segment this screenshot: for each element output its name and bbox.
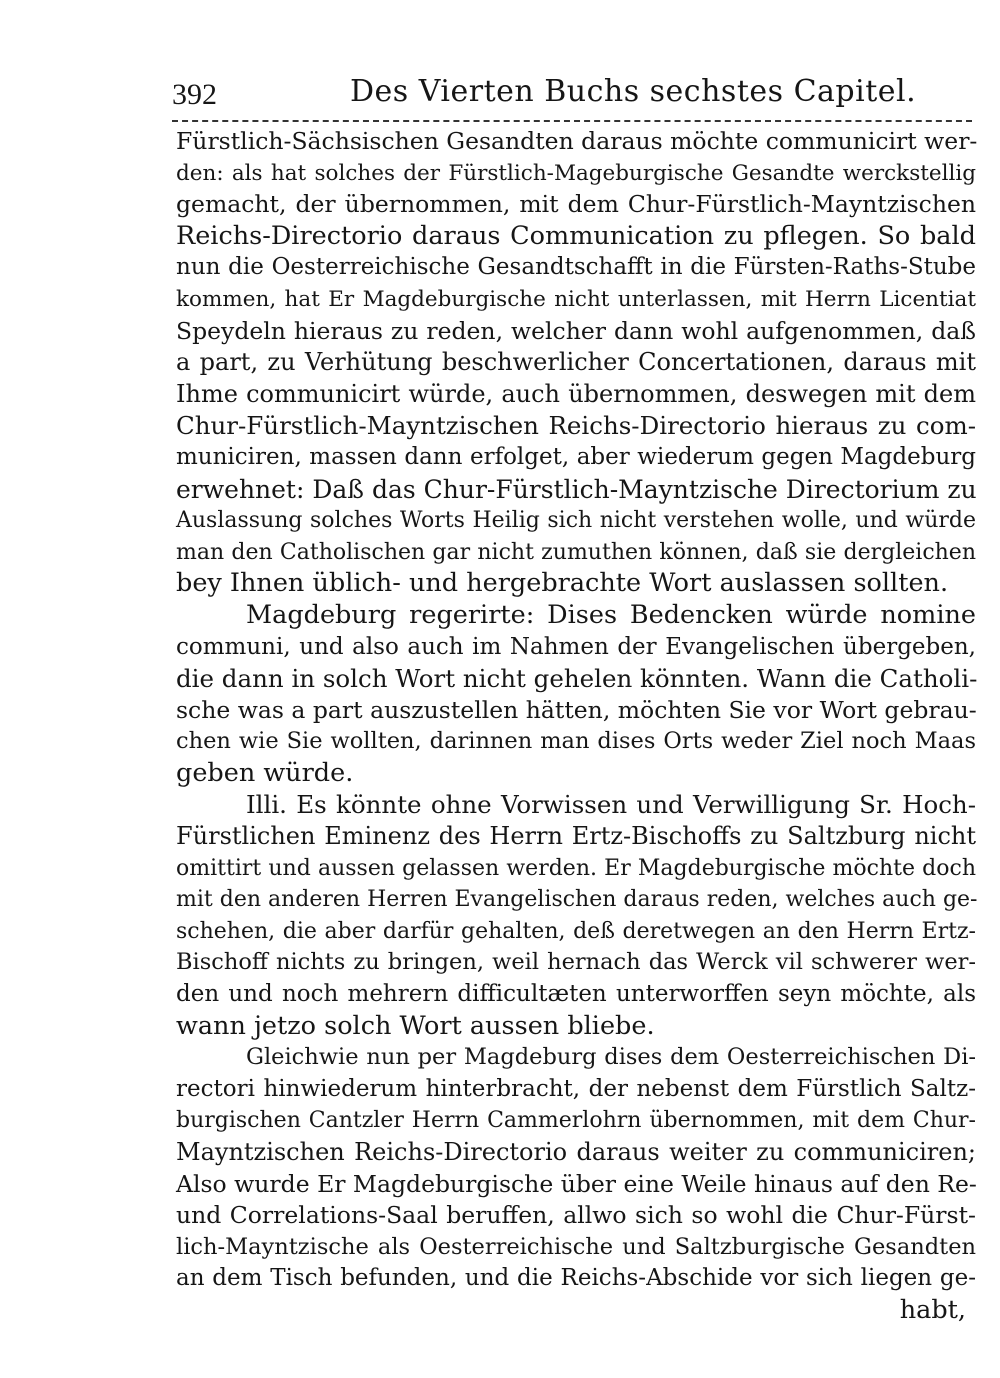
page-header	[172, 72, 972, 116]
catchword: habt,	[899, 1294, 966, 1325]
paragraph-end-line: geben würde.	[176, 757, 354, 788]
header-rule	[172, 120, 972, 122]
text-line: omittirt und aussen gelassen werden. Er Magdeburgische möchte doch	[176, 855, 976, 881]
text-line: Also wurde Er Magdeburgische über eine Weile hinaus auf den Re-	[176, 1169, 977, 1198]
text-line: a part, zu Verhütung beschwerlicher Concertationen, daraus mit	[176, 348, 976, 377]
text-line: chen wie Sie wollten, darinnen man dises Orts weder Ziel noch Maas	[176, 728, 976, 755]
text-line: mit den anderen Herren Evangelischen daraus reden, welches auch ge-	[176, 887, 978, 913]
text-line: Ihme communicirt würde, auch übernommen, deswegen mit dem	[176, 379, 976, 408]
text-line: kommen, hat Er Magdeburgische nicht unterlassen, mit Herrn Licentiat	[176, 286, 976, 312]
text-line: Bischoff nichts zu bringen, weil hernach das Werck vil schwerer wer-	[176, 949, 976, 976]
text-line: lich-Mayntzische als Oesterreichische und Saltzburgische Gesandten	[176, 1233, 976, 1260]
text-line: Speydeln hieraus zu reden, welcher dann wohl aufgenommen, daß	[176, 316, 976, 345]
text-line: gemacht, der übernommen, mit dem Chur-Fürstlich-Mayntzischen	[176, 190, 976, 219]
text-line: Fürstlich-Sächsischen Gesandten daraus möchte communicirt wer-	[176, 127, 978, 155]
text-line: sche was a part auszustellen hätten, möchten Sie vor Wort gebrau-	[176, 695, 977, 724]
running-title: Des Vierten Buchs sechstes Capitel.	[350, 74, 917, 109]
page-number: 392	[172, 78, 217, 111]
text-line: Chur-Fürstlich-Mayntzischen Reichs-Directorio hieraus zu com-	[176, 411, 976, 441]
text-line: burgischen Cantzler Herrn Cammerlohrn übernommen, mit dem Chur-	[176, 1108, 976, 1134]
text-line: Auslassung solches Worts Heilig sich nicht verstehen wolle, und würde	[176, 508, 976, 534]
text-line: Reichs-Directorio daraus Communication zu pflegen. So bald	[176, 220, 976, 251]
text-line: communi, und also auch im Nahmen der Evangelischen übergeben,	[176, 633, 976, 660]
text-line: municiren, massen dann erfolget, aber wiederum gegen Magdeburg	[176, 443, 976, 470]
text-line: Fürstlichen Eminenz des Herrn Ertz-Bischoffs zu Saltzburg nicht	[176, 822, 976, 851]
text-line: nun die Oesterreichische Gesandtschafft in die Fürsten-Raths-Stube	[176, 254, 976, 281]
paragraph-end-line: bey Ihnen üblich- und hergebrachte Wort auslassen sollten.	[176, 568, 949, 599]
text-line: Mayntzischen Reichs-Directorio daraus weiter zu communiciren;	[176, 1138, 976, 1166]
body-text	[176, 126, 976, 1327]
text-line: die dann in solch Wort nicht gehelen könnten. Wann die Catholi-	[176, 664, 978, 694]
text-line: man den Catholischen gar nicht zumuthen können, daß sie dergleichen	[176, 539, 976, 565]
text-line: schehen, die aber darfür gehalten, deß deretwegen an den Herrn Ertz-	[176, 918, 976, 944]
text-line: rectori hinwiederum hinterbracht, der nebenst dem Fürstlich Saltz-	[176, 1075, 976, 1102]
text-line: erwehnet: Daß das Chur-Fürstlich-Mayntzische Directorium zu	[176, 474, 977, 504]
text-line: an dem Tisch befunden, und die Reichs-Abschide vor sich liegen ge-	[176, 1265, 976, 1292]
paragraph-end-line: wann jetzo solch Wort aussen bliebe.	[176, 1010, 655, 1041]
text-line: den: als hat solches der Fürstlich-Mageburgische Gesandte werckstellig	[176, 160, 976, 186]
paragraph-start-line: Magdeburg regerirte: Dises Bedencken würde nomine	[246, 599, 976, 630]
text-line: und Correlations-Saal beruffen, allwo sich so wohl die Chur-Fürst-	[176, 1201, 976, 1230]
text-line: den und noch mehrern difficultæten unterworffen seyn möchte, als	[176, 981, 976, 1008]
paragraph-start-line: Illi. Es könnte ohne Vorwissen und Verwilligung Sr. Hoch-	[246, 790, 976, 820]
paragraph-start-line: Gleichwie nun per Magdeburg dises dem Oesterreichischen Di-	[246, 1044, 976, 1071]
